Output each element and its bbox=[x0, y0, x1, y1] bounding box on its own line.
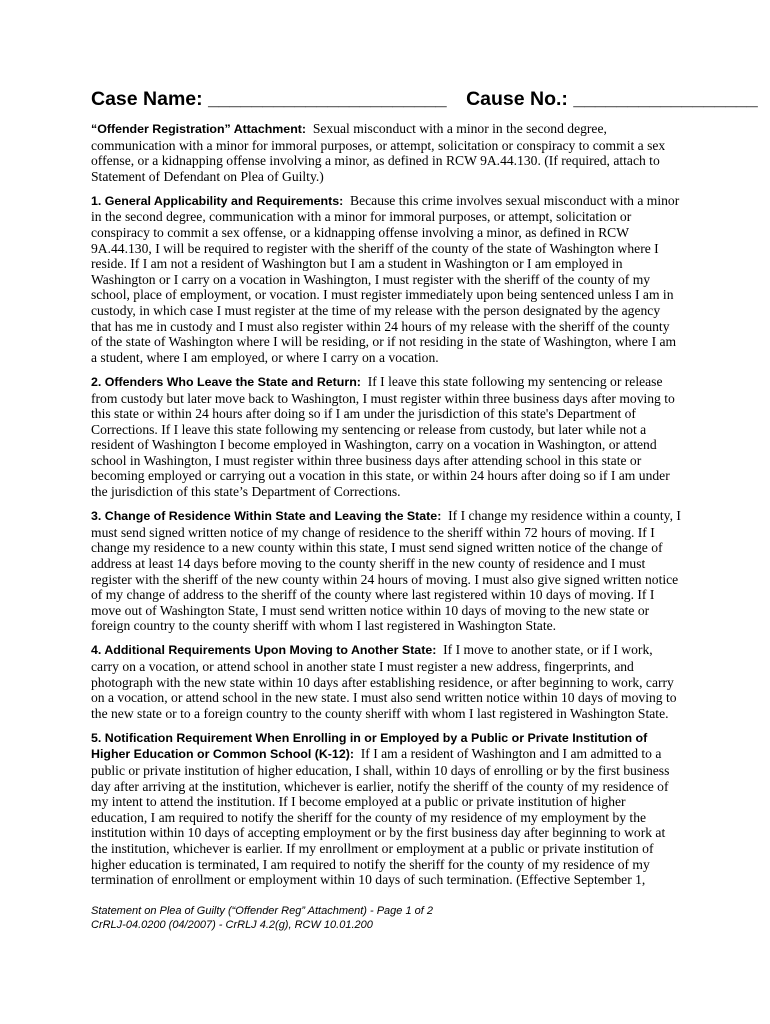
section-3-heading: 3. Change of Residence Within State and Leaving the State: bbox=[91, 509, 442, 524]
footer-title: Statement on Plea of Guilty (“Offender Reg” Attachment) - Page 1 of 2 bbox=[91, 905, 433, 917]
section-4-heading: 4. Additional Requirements Upon Moving to Another State: bbox=[91, 643, 437, 658]
page-footer bbox=[91, 905, 433, 932]
case-header bbox=[91, 88, 758, 111]
section-1-paragraph bbox=[91, 193, 683, 366]
section-2-text: If I leave this state following my sentencing or release from custody but later move back to Washington, I must register within three business days after moving to this state or within 24 hours after doing so if I am under the jurisdiction of this state's Department of Corrections. If I leave this state following my sentencing or release from custody, but later while not a resident of Washington I become employed in Washington, carry on a vocation in Washington, or attend school in Washington, I must register within three business days after attending school in this state or becoming employed or carrying out a vocation in this state, or within 24 hours after doing so if I am under the jurisdiction of this state’s Department of Corrections. bbox=[91, 373, 675, 500]
document-body bbox=[91, 88, 758, 896]
cause-no-label: Cause No.: bbox=[466, 88, 568, 110]
section-1-heading: 1. General Applicability and Requirements: bbox=[91, 193, 344, 208]
case-name-field[interactable]: ______________________ bbox=[208, 88, 447, 110]
section-5-heading: 5. Notification Requirement When Enrolling in or Employed by a Public or Private Institution of Higher Education or Common School (K-12): bbox=[91, 730, 648, 762]
section-5-paragraph bbox=[91, 730, 683, 888]
section-4-paragraph bbox=[91, 642, 683, 721]
attachment-text: Sexual misconduct with a minor in the second degree, communication with a minor for immoral purposes, or attempt, solicitation or conspiracy to commit a sex offense, or a kidnapping offense involving a minor, as defined in RCW 9A.44.130. (If required, attach to Statement of Defendant on Plea of Guilty.) bbox=[91, 121, 666, 184]
section-3-text: If I change my residence within a county, I must send signed written notice of my change of residence to the sheriff within 72 hours of moving. If I change my residence to a new county within this state, I must send signed written notice of the change of address at least 14 days before moving to the county sheriff in the new county of residence and I must register with the sheriff of the new county within 24 hours of moving. I must also give signed written notice of my change of address to the sheriff of the county where last registered within 10 days of moving. If I move out of Washington State, I must send written notice within 10 days of moving to the new state or foreign country to the county sheriff with whom I last registered in Washington State. bbox=[91, 508, 681, 634]
footer-form-number: CrRLJ-04.0200 (04/2007) - CrRLJ 4.2(g), RCW 10.01.200 bbox=[91, 918, 373, 931]
section-3-paragraph bbox=[91, 508, 683, 634]
cause-no-field[interactable]: _________________ bbox=[573, 88, 758, 110]
section-5-text: If I am a resident of Washington and I am admitted to a public or private institution of higher education, I shall, within 10 days of enrolling or by the first business day after arriving at the institution, whichever is earlier, notify the sheriff of the county of my residence of my intent to attend the institution. If I become employed at a public or private institution of higher education, I am required to notify the sheriff for the county of my residence of my employment by the institution within 10 days of accepting employment or by the first business day after beginning to work at the institution, whichever is earlier. If my enrollment or employment at a public or private institution of higher education is terminated, I am required to notify the sheriff for the county of my residence of my termination of enrollment or employment within 10 days of such termination. (Effective September 1, bbox=[91, 746, 670, 888]
section-2-heading: 2. Offenders Who Leave the State and Return: bbox=[91, 374, 361, 389]
section-1-text: Because this crime involves sexual misconduct with a minor in the second degree, communication with a minor for immoral purposes, or attempt, solicitation or conspiracy to commit a sex offense, or a kidnapping offense involving a minor, as defined in RCW 9A.44.130, I will be required to register with the sheriff of the county of the state of Washington where I reside. If I am not a resident of Washington but I am a student in Washington or I am employed in Washington or I carry on a vocation in Washington, I must register with the sheriff of the county of my school, place of employment, or vocation. I must register immediately upon being sentenced unless I am in custody, in which case I must register at the time of my release with the person designated by the agency that has me in custody and I must also register within 24 hours of my release with the sheriff of the county of the state of Washington where I will be residing, or if not residing in the state of Washington, where I am a student, where I am employed, or where I carry on a vocation. bbox=[91, 192, 680, 365]
section-2-paragraph bbox=[91, 374, 683, 500]
attachment-paragraph bbox=[91, 121, 683, 184]
section-4-text: If I move to another state, or if I work, carry on a vocation, or attend school in another state I must register a new address, fingerprints, and photograph with the new state within 10 days after establishing residence, or after beginning to work, carry on a vocation, or attend school in the new state. I must also send written notice within 10 days of moving to the new state or to a foreign country to the county sheriff with whom I last registered in Washington State. bbox=[91, 642, 677, 721]
attachment-heading: “Offender Registration” Attachment: bbox=[91, 122, 307, 136]
case-name-label: Case Name: bbox=[91, 88, 203, 110]
